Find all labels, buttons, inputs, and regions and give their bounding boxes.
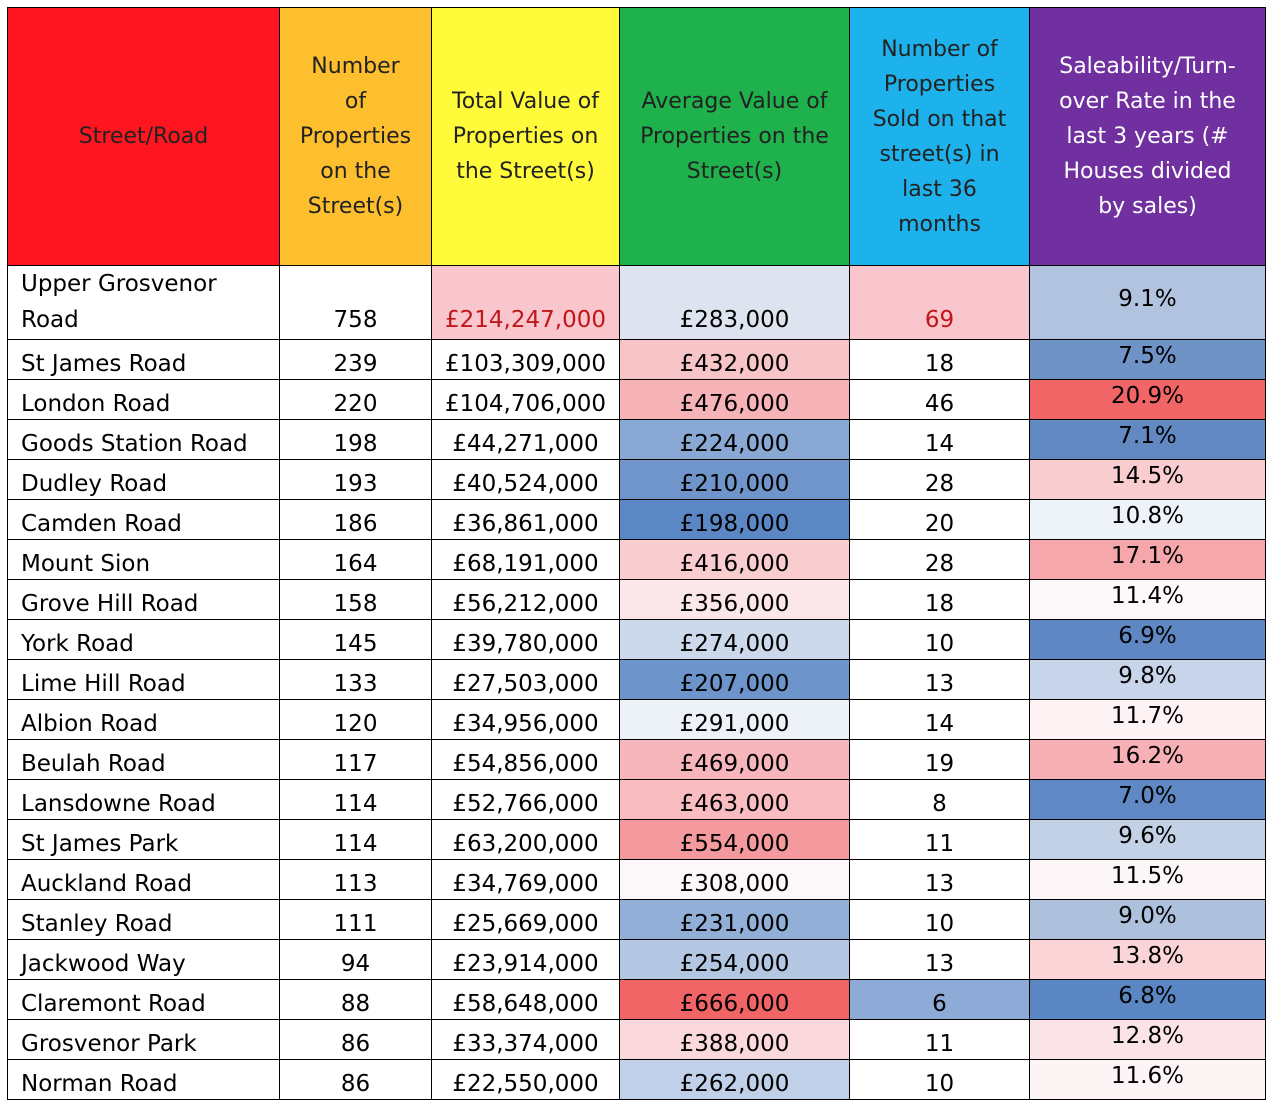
header-average-value-label: Average Value of Properties on the Street(s) [640,89,829,184]
header-saleability-rate [1030,8,1266,266]
table-row [8,820,1266,860]
saleability-rate-cell: 13.8% [1030,940,1266,980]
street-cell: Camden Road [8,500,280,540]
total-value-cell: £104,706,000 [432,380,620,420]
saleability-rate-cell: 12.8% [1030,1020,1266,1060]
street-cell: Claremont Road [8,980,280,1020]
table-row [8,780,1266,820]
properties-cell: 120 [280,700,432,740]
saleability-rate-cell: 7.5% [1030,340,1266,380]
saleability-rate-cell: 16.2% [1030,740,1266,780]
average-value-cell: £469,000 [620,740,850,780]
street-cell: Mount Sion [8,540,280,580]
average-value-cell: £416,000 [620,540,850,580]
properties-cell: 164 [280,540,432,580]
street-cell: Auckland Road [8,860,280,900]
table-row [8,500,1266,540]
total-value-cell: £34,769,000 [432,860,620,900]
saleability-rate-cell: 7.0% [1030,780,1266,820]
average-value-cell: £356,000 [620,580,850,620]
sold-cell: 13 [850,660,1030,700]
street-cell: York Road [8,620,280,660]
header-sold-label: Number of Properties Sold on that street(s) in last 36 months [872,36,1007,237]
properties-cell: 186 [280,500,432,540]
properties-cell: 114 [280,780,432,820]
total-value-cell: £103,309,000 [432,340,620,380]
table-row [8,340,1266,380]
street-cell: Beulah Road [8,740,280,780]
header-properties [280,8,432,266]
header-saleability-rate-label: Saleability/Turn- over Rate in the last 3 years (# Houses divided by sales) [1059,54,1236,219]
street-cell: Jackwood Way [8,940,280,980]
total-value-cell: £39,780,000 [432,620,620,660]
properties-cell: 158 [280,580,432,620]
saleability-rate-cell: 10.8% [1030,500,1266,540]
average-value-cell: £210,000 [620,460,850,500]
sold-cell: 69 [850,266,1030,340]
street-cell: Grove Hill Road [8,580,280,620]
saleability-rate-cell: 9.1% [1030,266,1266,340]
header-properties-label: Number of Properties on the Street(s) [299,54,412,219]
property-table [7,7,1266,1100]
total-value-cell: £33,374,000 [432,1020,620,1060]
total-value-cell: £23,914,000 [432,940,620,980]
table-row [8,380,1266,420]
table-row [8,460,1266,500]
header-street [8,8,280,266]
average-value-cell: £308,000 [620,860,850,900]
average-value-cell: £666,000 [620,980,850,1020]
total-value-cell: £25,669,000 [432,900,620,940]
total-value-cell: £68,191,000 [432,540,620,580]
street-cell: Norman Road [8,1060,280,1100]
header-average-value [620,8,850,266]
saleability-rate-cell: 11.6% [1030,1060,1266,1100]
properties-cell: 114 [280,820,432,860]
street-cell: Goods Station Road [8,420,280,460]
sold-cell: 20 [850,500,1030,540]
table-row [8,580,1266,620]
table-row [8,900,1266,940]
sold-cell: 8 [850,780,1030,820]
average-value-cell: £274,000 [620,620,850,660]
saleability-rate-cell: 6.8% [1030,980,1266,1020]
street-cell: London Road [8,380,280,420]
table-row [8,620,1266,660]
average-value-cell: £291,000 [620,700,850,740]
total-value-cell: £44,271,000 [432,420,620,460]
properties-cell: 220 [280,380,432,420]
total-value-cell: £52,766,000 [432,780,620,820]
properties-cell: 133 [280,660,432,700]
properties-cell: 86 [280,1060,432,1100]
total-value-cell: £56,212,000 [432,580,620,620]
properties-cell: 145 [280,620,432,660]
average-value-cell: £207,000 [620,660,850,700]
sold-cell: 28 [850,540,1030,580]
total-value-cell: £58,648,000 [432,980,620,1020]
table-row [8,266,1266,340]
sold-cell: 13 [850,860,1030,900]
average-value-cell: £463,000 [620,780,850,820]
table-row [8,700,1266,740]
sold-cell: 13 [850,940,1030,980]
properties-cell: 111 [280,900,432,940]
total-value-cell: £22,550,000 [432,1060,620,1100]
average-value-cell: £198,000 [620,500,850,540]
properties-cell: 193 [280,460,432,500]
properties-cell: 239 [280,340,432,380]
average-value-cell: £283,000 [620,266,850,340]
street-cell: Lansdowne Road [8,780,280,820]
sold-cell: 18 [850,340,1030,380]
table-row [8,940,1266,980]
saleability-rate-cell: 9.0% [1030,900,1266,940]
saleability-rate-cell: 14.5% [1030,460,1266,500]
sold-cell: 10 [850,1060,1030,1100]
saleability-rate-cell: 9.8% [1030,660,1266,700]
total-value-cell: £36,861,000 [432,500,620,540]
street-cell: Dudley Road [8,460,280,500]
header-total-value-label: Total Value of Properties on the Street(s) [452,89,599,184]
table-row [8,1060,1266,1100]
header-row [8,8,1266,266]
total-value-cell: £27,503,000 [432,660,620,700]
properties-cell: 86 [280,1020,432,1060]
properties-cell: 758 [280,266,432,340]
table-row [8,740,1266,780]
saleability-rate-cell: 6.9% [1030,620,1266,660]
street-cell: St James Road [8,340,280,380]
table-row [8,540,1266,580]
saleability-rate-cell: 20.9% [1030,380,1266,420]
saleability-rate-cell: 11.7% [1030,700,1266,740]
saleability-rate-cell: 7.1% [1030,420,1266,460]
average-value-cell: £254,000 [620,940,850,980]
properties-cell: 113 [280,860,432,900]
sold-cell: 10 [850,900,1030,940]
street-cell: Lime Hill Road [8,660,280,700]
table-row [8,980,1266,1020]
properties-cell: 117 [280,740,432,780]
saleability-rate-cell: 17.1% [1030,540,1266,580]
properties-cell: 88 [280,980,432,1020]
street-cell: Stanley Road [8,900,280,940]
saleability-rate-cell: 11.4% [1030,580,1266,620]
average-value-cell: £476,000 [620,380,850,420]
total-value-cell: £54,856,000 [432,740,620,780]
header-sold [850,8,1030,266]
average-value-cell: £224,000 [620,420,850,460]
total-value-cell: £34,956,000 [432,700,620,740]
properties-cell: 94 [280,940,432,980]
table-row [8,1020,1266,1060]
total-value-cell: £214,247,000 [432,266,620,340]
sold-cell: 19 [850,740,1030,780]
header-street-label: Street/Road [78,124,209,149]
average-value-cell: £554,000 [620,820,850,860]
total-value-cell: £63,200,000 [432,820,620,860]
average-value-cell: £231,000 [620,900,850,940]
table-row [8,660,1266,700]
street-cell: Albion Road [8,700,280,740]
sold-cell: 14 [850,420,1030,460]
sold-cell: 18 [850,580,1030,620]
street-cell: St James Park [8,820,280,860]
average-value-cell: £432,000 [620,340,850,380]
properties-cell: 198 [280,420,432,460]
sold-cell: 10 [850,620,1030,660]
saleability-rate-cell: 11.5% [1030,860,1266,900]
sold-cell: 11 [850,820,1030,860]
sold-cell: 6 [850,980,1030,1020]
sold-cell: 46 [850,380,1030,420]
sold-cell: 28 [850,460,1030,500]
average-value-cell: £262,000 [620,1060,850,1100]
saleability-rate-cell: 9.6% [1030,820,1266,860]
table-row [8,860,1266,900]
total-value-cell: £40,524,000 [432,460,620,500]
street-cell: Grosvenor Park [8,1020,280,1060]
sold-cell: 14 [850,700,1030,740]
header-total-value [432,8,620,266]
street-cell: Upper Grosvenor Road [8,266,280,340]
sold-cell: 11 [850,1020,1030,1060]
average-value-cell: £388,000 [620,1020,850,1060]
table-row [8,420,1266,460]
